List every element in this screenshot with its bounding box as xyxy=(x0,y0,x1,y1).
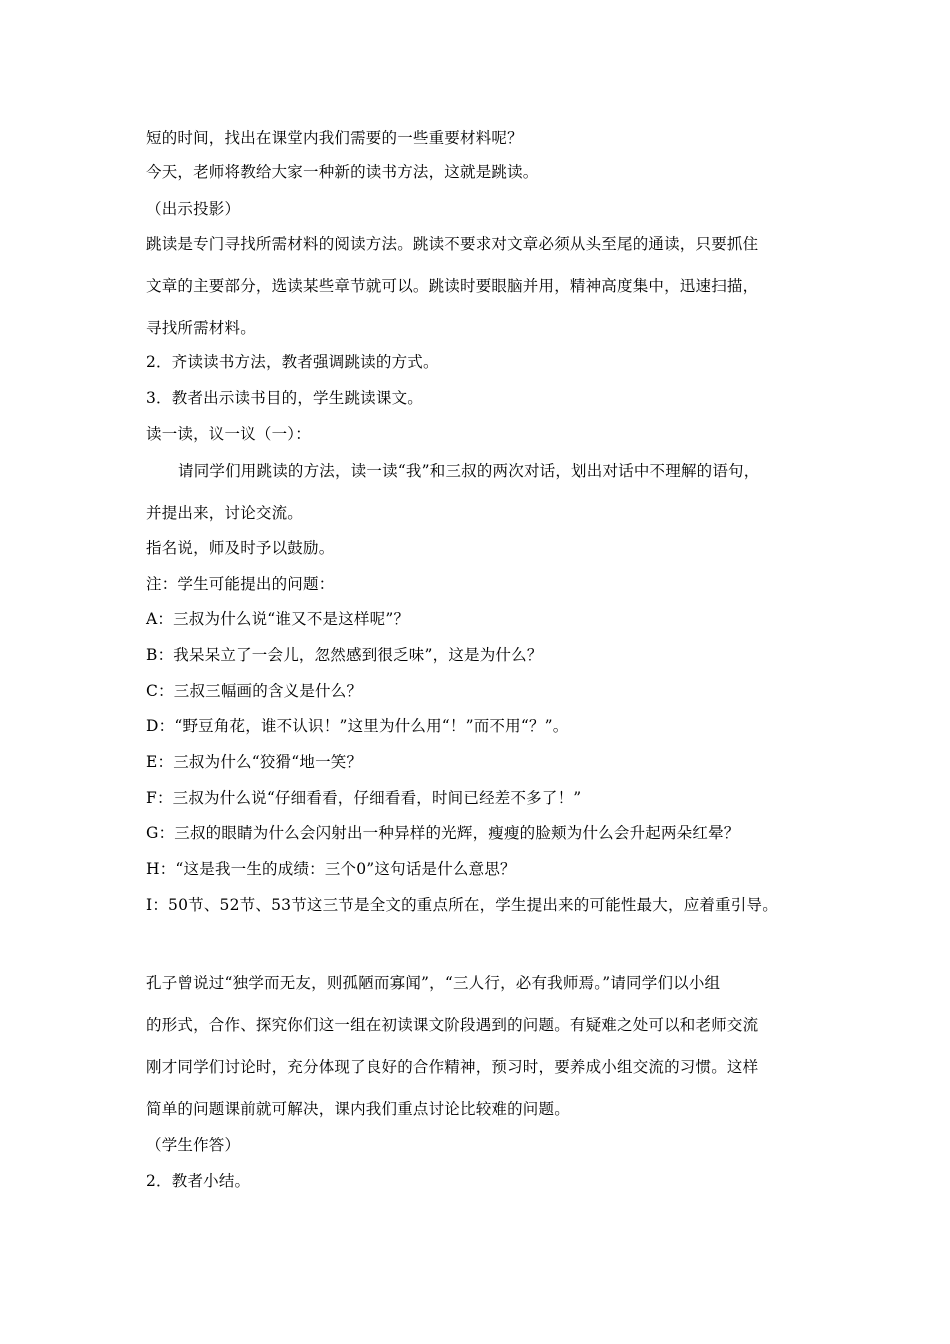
text-line: 寻找所需材料。 xyxy=(146,319,256,337)
text-line: F：三叔为什么说“仔细看看，仔细看看，时间已经差不多了！” xyxy=(146,789,582,807)
text-line: 读一读，议一议（一）： xyxy=(146,425,311,443)
text-line: 短的时间，找出在课堂内我们需要的一些重要材料呢？ xyxy=(146,129,523,147)
text-line: 并提出来，讨论交流。 xyxy=(146,504,304,522)
text-line: H：“这是我一生的成绩：三个0”这句话是什么意思？ xyxy=(146,860,516,878)
text-line: 指名说，师及时予以鼓励。 xyxy=(146,539,335,557)
text-line: C：三叔三幅画的含义是什么？ xyxy=(146,682,363,700)
text-line: 注：学生可能提出的问题： xyxy=(146,575,335,593)
text-line: I：50节、52节、53节这三节是全文的重点所在，学生提出来的可能性最大，应着重引导。 xyxy=(146,896,778,914)
text-line: （出示投影） xyxy=(146,200,241,218)
text-line: 2．教者小结。 xyxy=(146,1172,251,1190)
text-line: 跳读是专门寻找所需材料的阅读方法。跳读不要求对文章必须从头至尾的通读，只要抓住 xyxy=(146,235,759,253)
text-line: 今天，老师将教给大家一种新的读书方法，这就是跳读。 xyxy=(146,163,539,181)
text-line: 3．教者出示读书目的，学生跳读课文。 xyxy=(146,389,423,407)
text-line: 刚才同学们讨论时，充分体现了良好的合作精神，预习时，要养成小组交流的习惯。这样 xyxy=(146,1058,759,1076)
text-line: 请同学们用跳读的方法，读一读“我”和三叔的两次对话，划出对话中不理解的语句， xyxy=(178,462,760,480)
text-line: 的形式，合作、探究你们这一组在初读课文阶段遇到的问题。有疑难之处可以和老师交流 xyxy=(146,1016,759,1034)
text-line: 孔子曾说过“独学而无友，则孤陋而寡闻”，“三人行，必有我师焉。”请同学们以小组 xyxy=(146,974,721,992)
text-line: A：三叔为什么说“谁又不是这样呢”？ xyxy=(146,610,410,628)
text-line: E：三叔为什么“狡猾“地一笑？ xyxy=(146,753,363,771)
text-line: G：三叔的眼睛为什么会闪射出一种异样的光辉，瘦瘦的脸颊为什么会升起两朵红晕？ xyxy=(146,824,740,842)
text-line: D：“野豆角花，谁不认识！”这里为什么用“！”而不用“？”。 xyxy=(146,717,569,735)
text-line: 2．齐读读书方法，教者强调跳读的方式。 xyxy=(146,353,439,371)
text-line: 文章的主要部分，选读某些章节就可以。跳读时要眼脑并用，精神高度集中，迅速扫描， xyxy=(146,277,759,295)
text-line: 简单的问题课前就可解决，课内我们重点讨论比较难的问题。 xyxy=(146,1100,570,1118)
text-line: B：我呆呆立了一会儿，忽然感到很乏味”，这是为什么？ xyxy=(146,646,543,664)
text-line: （学生作答） xyxy=(146,1136,241,1154)
